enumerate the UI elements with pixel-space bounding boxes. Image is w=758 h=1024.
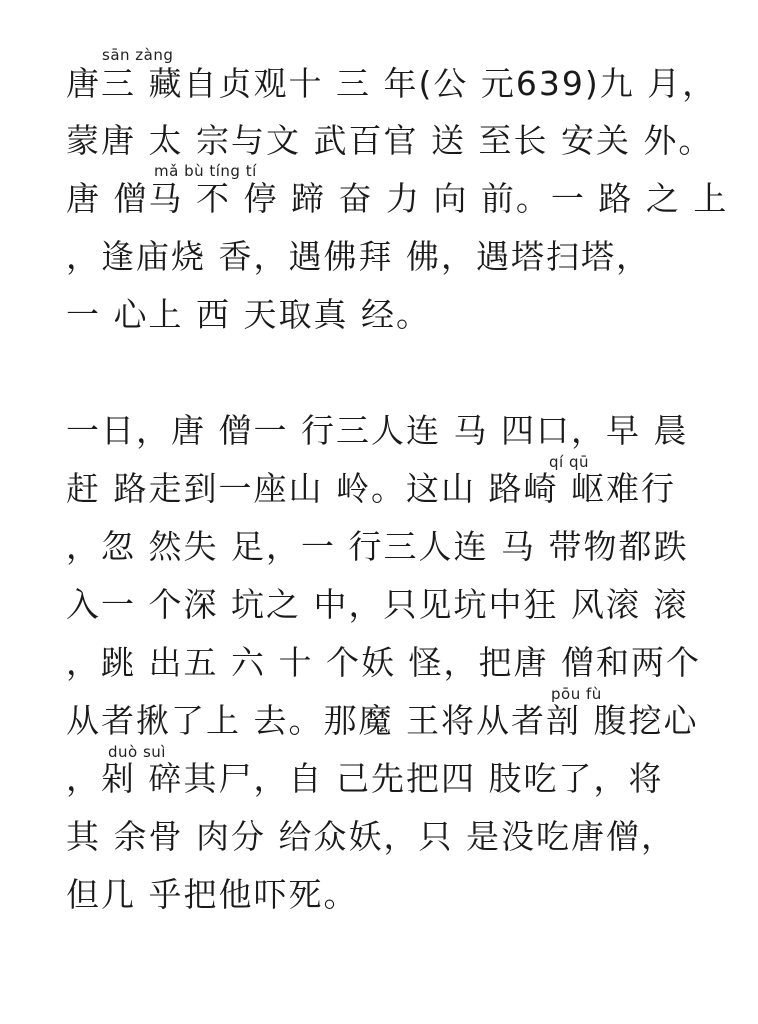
text-line: 入一 个深 坑之 中，只见坑中狂 风滚 滚 (66, 585, 689, 624)
pinyin-annotation-sanzang: sān zàng (102, 46, 174, 64)
text-line: 蒙唐 太 宗与文 武百官 送 至长 安关 外。 (66, 121, 714, 160)
text-line: 其 余骨 肉分 给众妖，只 是没吃唐僧， (66, 817, 676, 856)
pinyin-annotation-poufu: pōu fù (551, 685, 602, 703)
text-line: 一日，唐 僧一 行三人连 马 四口，早 晨 (66, 411, 689, 450)
text-line: 赶 路走到一座山 岭。这山 路崎 岖难行 (66, 469, 676, 508)
pinyin-annotation-qiqu: qí qū (549, 453, 589, 471)
text-line: 一 心上 西 天取真 经。 (66, 295, 431, 334)
text-line: ，剁 碎其尸，自 己先把四 肢吃了，将 (66, 759, 664, 798)
pinyin-annotation-duosui: duò suì (108, 743, 166, 761)
text-line: 唐 僧马 不 停 蹄 奋 力 向 前。一 路 之 上 (66, 179, 729, 218)
text-line: 但几 乎把他吓死。 (66, 875, 359, 914)
text-line: 唐三 藏自贞观十 三 年(公 元639)九 月， (66, 64, 718, 103)
text-line: 从者揪了上 去。那魔 王将从者剖 腹挖心 (66, 701, 699, 740)
text-line: ，逢庙烧 香，遇佛拜 佛，遇塔扫塔， (66, 237, 651, 276)
text-line: ，跳 出五 六 十 个妖 怪，把唐 僧和两个 (66, 643, 701, 682)
pinyin-annotation-mabutingti: mǎ bù tíng tí (154, 162, 257, 180)
text-line: ，忽 然失 足，一 行三人连 马 带物都跌 (66, 527, 689, 566)
